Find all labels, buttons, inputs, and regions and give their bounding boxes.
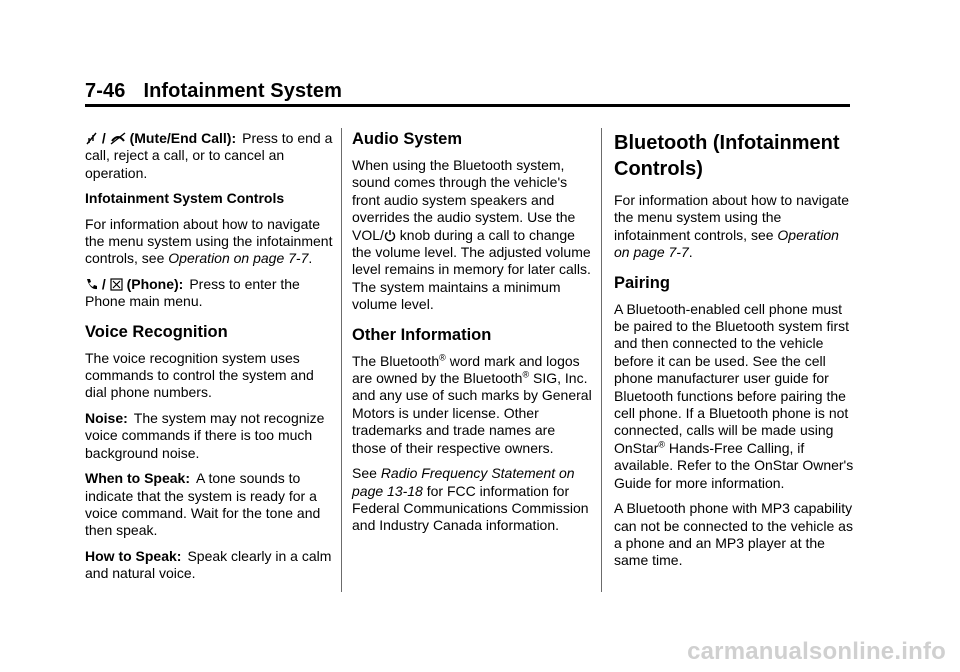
operation-link[interactable]: Operation on page 7-7 [614, 226, 839, 261]
site-watermark: carmanualsonline.info [687, 638, 946, 665]
controls-paragraph: For information about how to navigate the menu system using the infotainment controls, see Operation on page 7-7. [85, 215, 333, 267]
noise-entry: Noise: The system may not recognize voice commands if there is too much background noise. [85, 409, 325, 461]
voice-recognition-heading: Voice Recognition [85, 322, 228, 341]
column-1 [85, 130, 335, 591]
pairing-paragraph-1: A Bluetooth-enabled cell phone must be paired to the Bluetooth system first and then connected to the vehicle before it can be used. See the cell phone manufacturer user guide for Bluetooth functions before pairing the cell phone. If a Bluetooth phone is not connected, calls will be made using OnStar® Hands-Free Calling, if available. Refer to the OnStar Owner's Guide for more information. [614, 300, 854, 491]
phone-menu-icon [110, 278, 123, 291]
phone-icon [85, 278, 98, 291]
pairing-heading: Pairing [614, 273, 670, 292]
header-rule [85, 104, 850, 107]
voice-intro: The voice recognition system uses commands to control the system and dial phone numbers. [85, 349, 314, 401]
column-3 [614, 130, 854, 578]
trademark-paragraph: The Bluetooth® word mark and logos are owned by the Bluetooth® SIG, Inc. and any use of such marks by General Motors is under license. Other trademarks and trade names are those of their respective owners. [352, 352, 592, 456]
page-number: 7-46 [85, 80, 126, 102]
column-divider-1 [341, 128, 342, 592]
registered-mark: ® [439, 352, 446, 362]
fcc-paragraph: See Radio Frequency Statement on page 13-18 for FCC information for Federal Communications Commission and Industry Canada information. [352, 465, 589, 534]
end-call-icon [110, 132, 126, 145]
bluetooth-controls-heading: Bluetooth (Infotainment Controls) [614, 132, 840, 180]
registered-mark: ® [658, 439, 665, 450]
how-to-speak-entry: How to Speak: Speak clearly in a calm and natural voice. [85, 547, 332, 582]
mute-icon [85, 132, 98, 145]
bluetooth-controls-paragraph: For information about how to navigate the menu system using the infotainment controls, see Operation on page 7-7. [614, 192, 850, 261]
controls-label: Infotainment System Controls [85, 190, 285, 207]
when-to-speak-entry: When to Speak: A tone sounds to indicate that the system is ready for a voice command. Wait for the tone and then speak. [85, 470, 321, 539]
column-2 [352, 130, 592, 543]
section-title: Infotainment System [143, 80, 343, 102]
operation-link[interactable]: Operation on page 7-7 [168, 250, 309, 267]
phone-entry: / (Phone): Press to enter the Phone main menu. [85, 275, 300, 310]
column-divider-2 [601, 128, 602, 592]
other-information-heading: Other Information [352, 325, 492, 344]
registered-mark: ® [522, 369, 530, 380]
audio-system-heading: Audio System [352, 130, 463, 148]
radio-frequency-link[interactable]: Radio Frequency Statement on page 13-18 [352, 465, 575, 499]
power-knob-icon [384, 229, 396, 242]
mute-end-call-entry: / (Mute/End Call): Press to end a call, reject a call, or to cancel an operation. [85, 130, 333, 181]
audio-paragraph: When using the Bluetooth system, sound comes through the vehicle's front audio system speakers and overrides the audio system. Use the VOL/ knob during a call to change the volume level. The adjusted volume level remains in memory for later calls. The system maintains a minimum volume level. [352, 157, 591, 313]
pairing-paragraph-2: A Bluetooth phone with MP3 capability can not be connected to the vehicle as a phone and an MP3 player at the same time. [614, 500, 853, 569]
